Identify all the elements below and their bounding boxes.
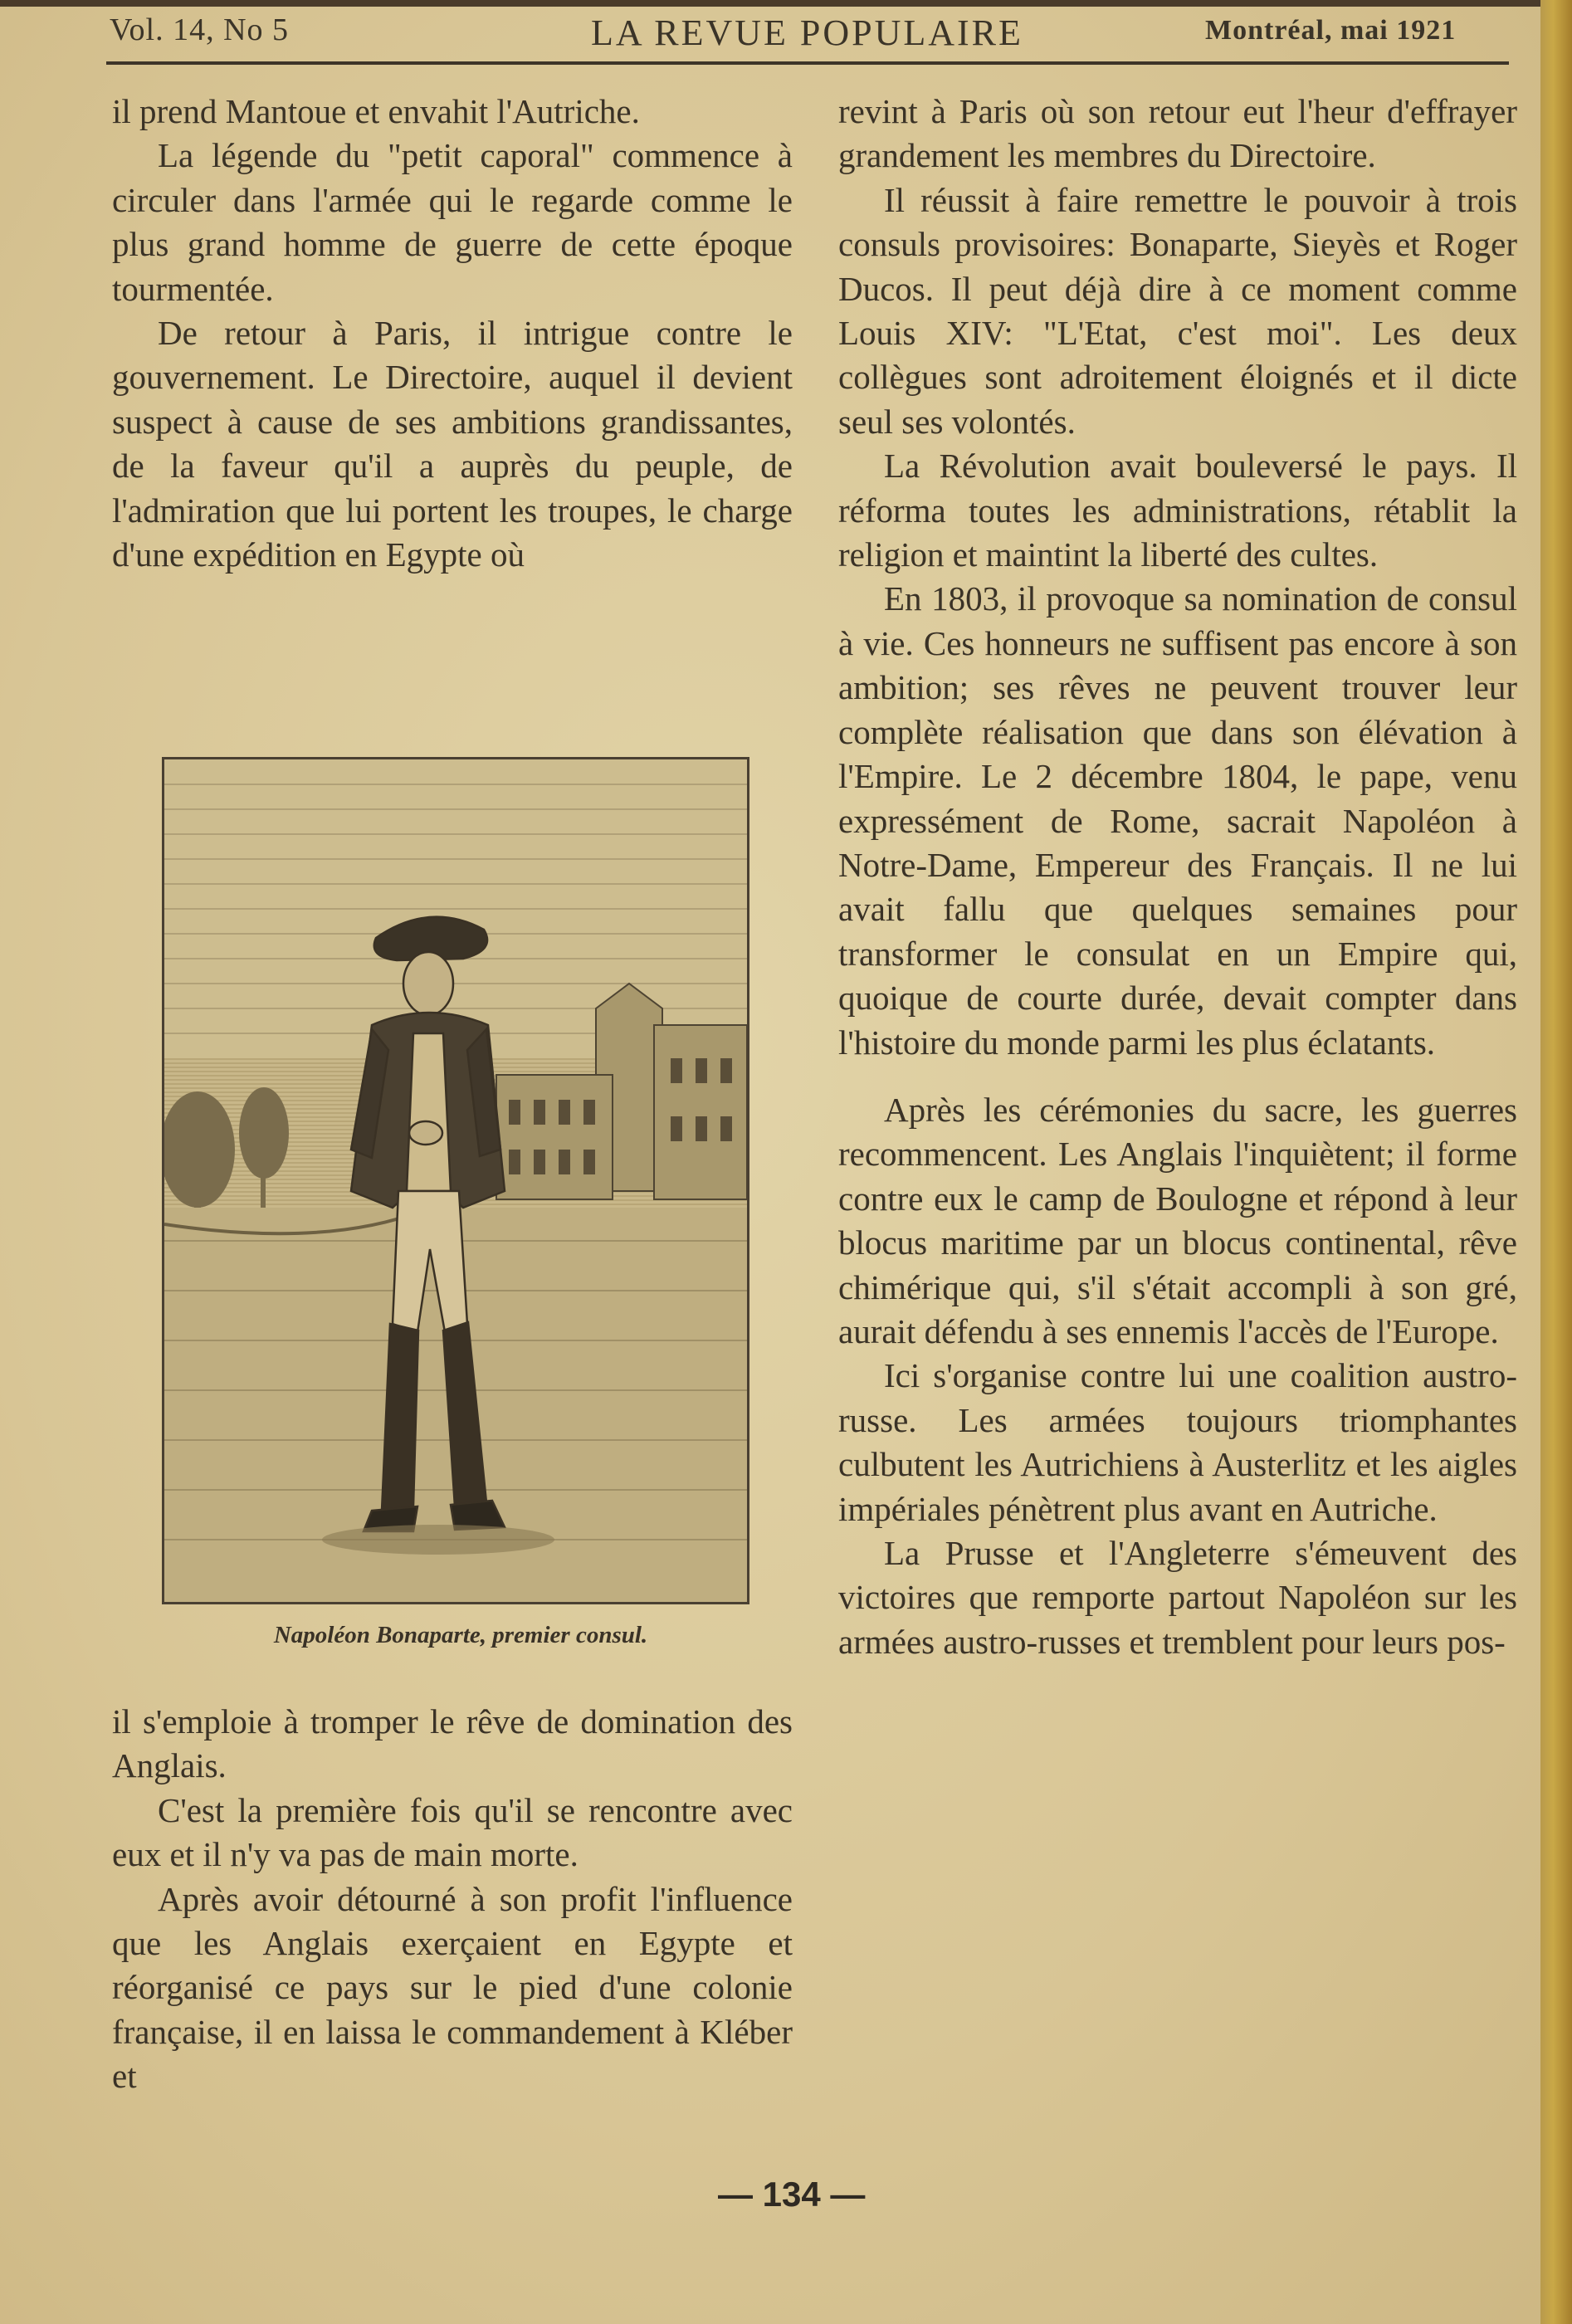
paragraph: La légende du "petit caporal" commence à circuler dans l'armée qui le regarde comme le plus grand homme de guerre de cette époque tourmentée. — [112, 136, 793, 308]
left-column-bottom — [112, 1700, 793, 2099]
paragraph: C'est la première fois qu'il se rencontre avec eux et il n'y va pas de main morte. — [112, 1790, 793, 1874]
left-column-top — [112, 90, 793, 577]
paragraph: Après avoir détourné à son profit l'influence que les Anglais exerçaient en Egypte et réorganisé ce pays sur le pied d'une colonie française, il en laissa le commandement à Kléber et — [112, 1879, 793, 2096]
paragraph: La Révolution avait bouleversé le pays. Il réforma toutes les administrations, rétablit la religion et maintint la liberté des cultes. — [838, 447, 1517, 574]
paragraph: La Prusse et l'Angleterre s'émeuvent des victoires que remporte partout Napoléon sur les armées austro-russes et tremblent pour leurs pos- — [838, 1534, 1517, 1661]
paragraph: il s'emploie à tromper le rêve de domination des Anglais. — [112, 1702, 793, 1785]
figure-caption: Napoléon Bonaparte, premier consul. — [273, 1622, 648, 1648]
header-rule — [106, 61, 1509, 65]
paragraph: il prend Mantoue et envahit l'Autriche. — [112, 92, 640, 130]
binding-spine — [1540, 0, 1572, 2324]
issue-date: Montréal, mai 1921 — [1205, 15, 1457, 46]
paragraph: revint à Paris où son retour eut l'heur d'effrayer grandement les membres du Directoire. — [838, 92, 1517, 175]
right-column — [838, 90, 1517, 1664]
top-edge-band — [0, 0, 1572, 7]
paragraph: Ici s'organise contre lui une coalition austro-russe. Les armées toujours triomphantes culbutent les Autrichiens à Austerlitz et les aigles impériales pénètrent plus avant en Autriche. — [838, 1356, 1517, 1528]
paragraph: De retour à Paris, il intrigue contre le gouvernement. Le Directoire, auquel il devient suspect à cause de ses ambitions grandissantes, de la faveur qu'il a auprès du peuple, de l'admiration que lui portent les troupes, le charge d'une expédition en Egypte où — [112, 314, 793, 574]
napoleon-engraving — [162, 757, 749, 1604]
page-number: — 134 — — [718, 2175, 866, 2214]
paragraph: Il réussit à faire remettre le pouvoir à trois consuls provisoires: Bonaparte, Sieyès et Roger Ducos. Il peut déjà dire à ce moment comme Louis XIV: "L'Etat, c'est moi". Les deux collègues sont adroitement éloignés et il dicte seul ses volontés. — [838, 180, 1517, 441]
volume-label: Vol. 14, No 5 — [110, 12, 290, 47]
paragraph: En 1803, il provoque sa nomination de consul à vie. Ces honneurs ne suffisent pas encore à son ambition; ses rêves ne peuvent trouver leur complète réalisation que dans son élévation à l'Empire. Le 2 décembre 1804, le pape, venu expressément de Rome, sacrait Napoléon à Notre-Dame, Empereur des Français. Il ne lui avait fallu que quelques semaines pour transformer le consulat en un Empire qui, quoique de courte durée, devait compter dans l'histoire du monde parmi les plus éclatants. — [838, 579, 1517, 1062]
publication-title: LA REVUE POPULAIRE — [591, 12, 1023, 53]
paragraph: Après les cérémonies du sacre, les guerres recommencent. Les Anglais l'inquiètent; il forme contre eux le camp de Boulogne et répond à leur blocus maritime par un blocus continental, rêve chimérique qui, s'il s'était accompli à son gré, aurait défendu à ses ennemis l'accès de l'Europe. — [838, 1090, 1517, 1350]
